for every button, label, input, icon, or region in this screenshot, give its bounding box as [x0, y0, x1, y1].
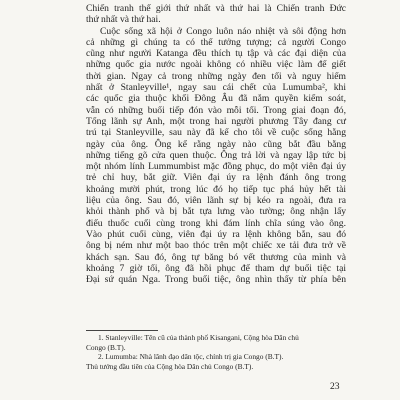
text-line: những tiếng gõ cửa quen thuộc. Ông trả lời và ngay lập tức bị [86, 149, 346, 161]
footnote-line: 2. Lumumba: Nhà lãnh đạo dân tộc, chính trị gia Congo (B.T). [98, 352, 284, 362]
text-line: điếu thuốc cuối cùng trong khi đám lính chĩa súng vào ông. [86, 217, 346, 229]
text-line: ông bị ném như một bao thóc trên một chiếc xe tải đưa trở về [86, 240, 346, 252]
text-line: cả những gì chúng ta có thể tưởng tượng; cả người Congo [86, 36, 346, 48]
text-line: thứ nhất và thứ hai. [86, 14, 161, 26]
text-line: những quốc gia nước ngoài không có nhiều việc làm để giết [86, 59, 346, 71]
text-line: các quốc gia thuộc khối Đông Âu đã nắm quyền kiểm soát, [86, 93, 346, 105]
body-text [86, 3, 346, 285]
text-line: khách sạn. Sau đó, ông tự băng bó vết thương của mình và [86, 251, 346, 263]
text-line: vẫn có những buổi tiếp đón vào mỗi tối. Trong giai đoạn đó, [86, 104, 346, 116]
footnotes [86, 333, 346, 371]
text-line: Đại sứ quán Nga. Trong buổi tiệc, ông nhìn thấy từ phía bên [86, 274, 346, 286]
text-line: nhất ở Stanleyville¹, ngay sau cái chết của Lumumba², khi [86, 82, 346, 94]
text-line: khỏi thành phố và bị bắt tựa lưng vào tường; ông nhận lấy [86, 206, 346, 218]
text-line: Chiến tranh thế giới thứ nhất và thứ hai là Chiến tranh Đức [86, 3, 346, 14]
footnote-line: 1. Stanleyville: Tên cũ của thành phố Kisangani, Cộng hòa Dân chủ [98, 333, 299, 342]
text-line: khoảng mười phút, trong lúc đó họ tiếp tục phá hủy hết tài [86, 183, 346, 195]
text-line: cũng như người Katanga đều thích tụ tập và các đại diện của [86, 48, 346, 60]
footnote-divider [86, 330, 158, 331]
text-line: trẻ chỉ huy, bắt giữ. Viên đại úy ra lệnh đánh ông trong [86, 172, 346, 184]
footnote-line: Congo (B.T). [86, 342, 126, 352]
text-line: thời gian. Ngay cả trong những ngày đen tối và nguy hiểm [86, 70, 346, 82]
text-line: liệu của ông. Sau đó, viên lãnh sự bị kéo ra ngoài, đưa ra [86, 195, 346, 207]
text-line: khoảng 7 giờ tối, ông đã hồi phục để tham dự buổi tiệc tại [86, 262, 346, 274]
text-line: Tổng lãnh sự Anh, một trong hai người phương Tây đang cư [86, 115, 346, 127]
text-line: Cuộc sống xã hội ở Congo luôn náo nhiệt và sôi động hơn [100, 25, 346, 37]
text-line: ngày của ông. Ông kể rằng ngày nào cũng bắt đầu bằng [86, 138, 346, 150]
text-line: một nhóm lính Lummumbist mặc đồng phục, do một viên đại úy [86, 161, 346, 173]
text-line: Vào phút cuối cùng, viên đại úy ra lệnh không bắn, sau đó [86, 228, 346, 240]
page-number: 23 [330, 381, 340, 392]
footnote-line: Thủ tướng đầu tiên của Cộng hòa Dân chủ Congo (B.T). [86, 361, 254, 371]
text-line: trú tại Stanleyville, sau này đã kể cho tôi về cuộc sống hằng [86, 127, 346, 139]
